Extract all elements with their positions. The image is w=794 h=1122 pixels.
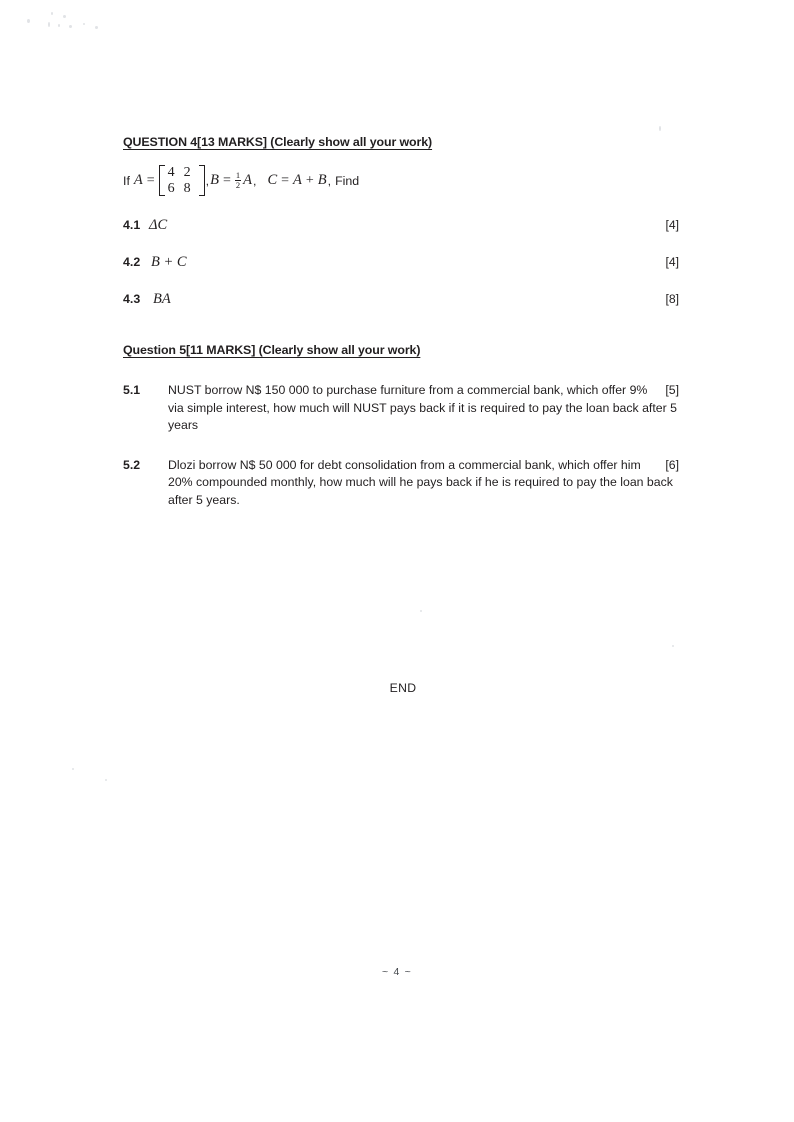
plus-sign: + [305, 172, 314, 188]
fraction-numerator: 1 [235, 170, 241, 181]
scan-speck [72, 768, 74, 770]
variable-b: B [210, 172, 219, 189]
matrix-row [166, 181, 198, 197]
scan-speck [69, 25, 72, 28]
page-folio-text: ~ 4 ~ [382, 966, 412, 978]
equals-sign-b: = [222, 172, 231, 188]
scan-speck [672, 645, 674, 647]
question-5-section [123, 341, 679, 509]
equals-sign-a: = [146, 172, 155, 188]
question-4-heading: QUESTION 4[13 MARKS] (Clearly show all your work) [123, 135, 433, 149]
equals-sign-c: = [281, 172, 290, 188]
question-4-section [123, 133, 679, 308]
item-marks: [4] [665, 255, 679, 270]
matrix-cell: 2 [183, 165, 191, 180]
question-item-5-2 [123, 457, 679, 509]
section-gap [123, 308, 679, 341]
item-number: 4.3 [123, 292, 141, 307]
page-folio [0, 966, 794, 978]
scan-speck [83, 23, 85, 25]
item-expression: BA [153, 291, 171, 308]
scan-speck [51, 12, 53, 15]
item-number: 4.1 [123, 218, 141, 233]
b-of-a: A [243, 172, 252, 189]
matrix-bracket-right [199, 165, 205, 196]
scan-speck [659, 126, 661, 131]
item-expression: B + C [151, 254, 187, 271]
item-body [168, 382, 679, 434]
question-5-heading: Question 5[11 MARKS] (Clearly show all your work) [123, 343, 421, 358]
question-item-5-1 [123, 382, 679, 434]
stem-comma-1: , [205, 173, 210, 188]
question-item-4-2 [123, 254, 679, 271]
matrix-cell: 4 [167, 165, 175, 180]
item-text: Dlozi borrow N$ 50 000 for debt consolidation from a commercial bank, which offer him 20% compounded monthly, how much will he pays back if he is required to pay the loan back after 5 years. [168, 457, 673, 507]
item-number: 5.1 [123, 383, 141, 398]
scan-speck [95, 26, 98, 29]
scan-speck [58, 24, 60, 27]
scan-speck [48, 22, 50, 27]
question-item-4-1 [123, 217, 679, 234]
exam-content [123, 133, 679, 509]
variable-c: C [267, 172, 278, 189]
end-marker-text: END [389, 681, 417, 695]
question-item-4-3 [123, 291, 679, 308]
item-expression: ΔC [149, 217, 168, 234]
matrix-a-values [166, 165, 198, 196]
scan-speck [420, 610, 422, 612]
item-marks: [5] [665, 383, 679, 398]
matrix-a [159, 165, 205, 196]
c-term-a: A [293, 172, 302, 189]
c-term-b: B [317, 172, 327, 189]
matrix-variable-a: A [133, 172, 143, 189]
stem-suffix-find: Find [335, 173, 360, 188]
item-text: NUST borrow N$ 150 000 to purchase furniture from a commercial bank, which offer 9% via simple interest, how much will NUST pays back if it is required to pay the loan back after 5 years [168, 383, 677, 433]
item-marks: [8] [665, 292, 679, 307]
item-marks: [6] [665, 457, 679, 472]
stem-prefix: If [123, 173, 130, 188]
end-marker [0, 681, 794, 695]
stem-comma-2: , [252, 173, 257, 188]
matrix-row [166, 165, 198, 181]
scan-speck [63, 15, 66, 18]
item-number: 4.2 [123, 255, 141, 270]
scan-speck [27, 19, 30, 23]
matrix-bracket-left [159, 165, 165, 196]
stem-comma-3: , [327, 173, 332, 188]
matrix-cell: 8 [183, 180, 191, 196]
matrix-cell: 6 [167, 180, 175, 196]
item-number: 5.2 [123, 457, 141, 472]
scan-speck [105, 779, 107, 781]
item-body [168, 457, 679, 509]
question-4-stem [123, 165, 679, 196]
fraction-denominator: 2 [235, 179, 241, 190]
item-marks: [4] [665, 218, 679, 233]
fraction-one-half [235, 171, 241, 189]
